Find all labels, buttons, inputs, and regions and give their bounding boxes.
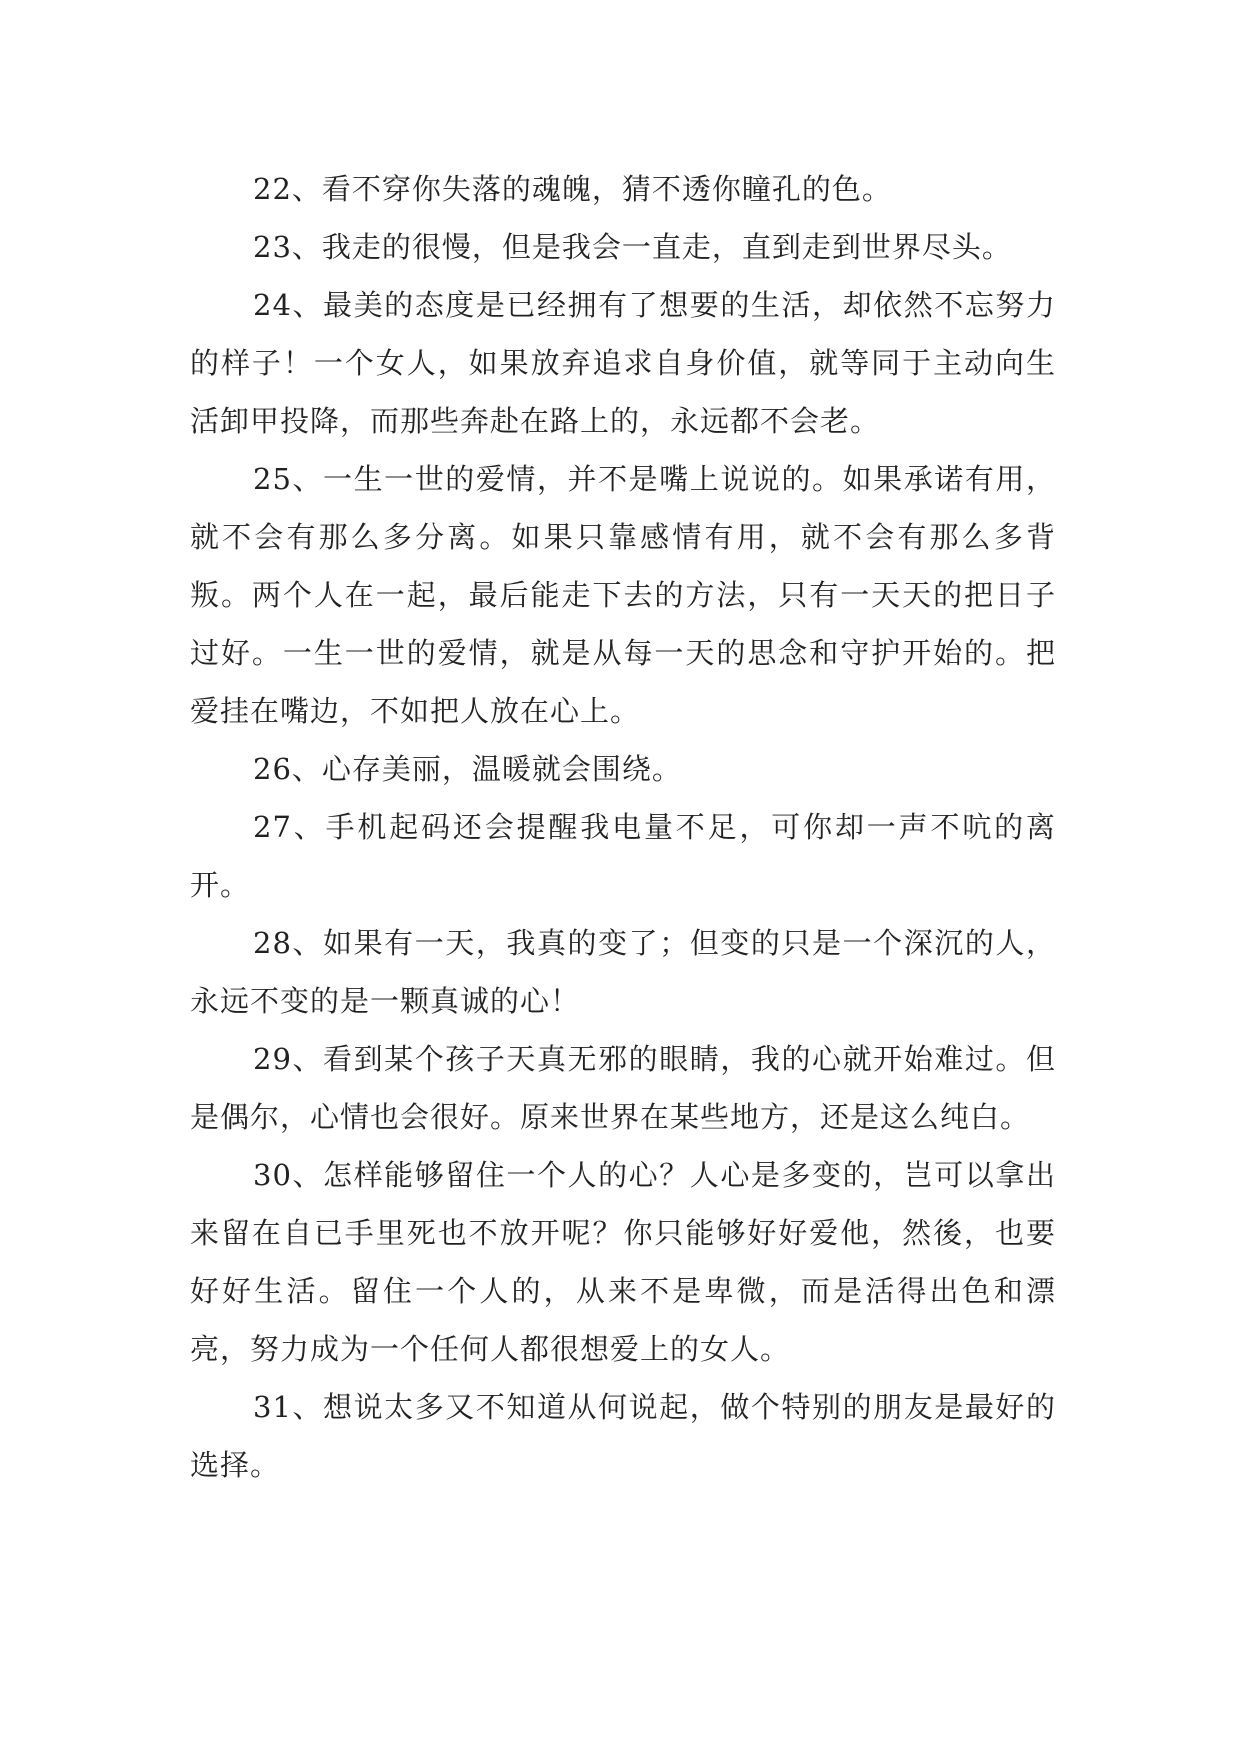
paragraph-22: 22、看不穿你失落的魂魄，猜不透你瞳孔的色。 [253, 172, 892, 206]
paragraph-28: 28、如果有一天，我真的变了；但变的只是一个深沉的人，永远不变的是一颗真诚的心！ [190, 926, 1056, 1018]
paragraph-23: 23、我走的很慢，但是我会一直走，直到走到世界尽头。 [253, 230, 1012, 264]
paragraph-31: 31、想说太多又不知道从何说起，做个特别的朋友是最好的选择。 [190, 1390, 1056, 1482]
paragraph-27: 27、手机起码还会提醒我电量不足，可你却一声不吭的离开。 [190, 810, 1056, 902]
document-body [190, 160, 1056, 1494]
paragraph-26: 26、心存美丽，温暖就会围绕。 [253, 752, 682, 786]
paragraph-25: 25、一生一世的爱情，并不是嘴上说说的。如果承诺有用，就不会有那么多分离。如果只靠感情有用，就不会有那么多背叛。两个人在一起，最后能走下去的方法，只有一天天的把日子过好。一生一世的爱情，就是从每一天的思念和守护开始的。把爱挂在嘴边，不如把人放在心上。 [190, 462, 1056, 728]
paragraph-29: 29、看到某个孩子天真无邪的眼睛，我的心就开始难过。但是偶尔，心情也会很好。原来世界在某些地方，还是这么纯白。 [190, 1042, 1056, 1134]
paragraph-30: 30、怎样能够留住一个人的心？人心是多变的，岂可以拿出来留在自已手里死也不放开呢？你只能够好好爱他，然後，也要好好生活。留住一个人的，从来不是卑微，而是活得出色和漂亮，努力成为一个任何人都很想爱上的女人。 [190, 1158, 1056, 1366]
paragraph-24: 24、最美的态度是已经拥有了想要的生活，却依然不忘努力的样子！一个女人，如果放弃追求自身价值，就等同于主动向生活卸甲投降，而那些奔赴在路上的，永远都不会老。 [190, 288, 1056, 438]
